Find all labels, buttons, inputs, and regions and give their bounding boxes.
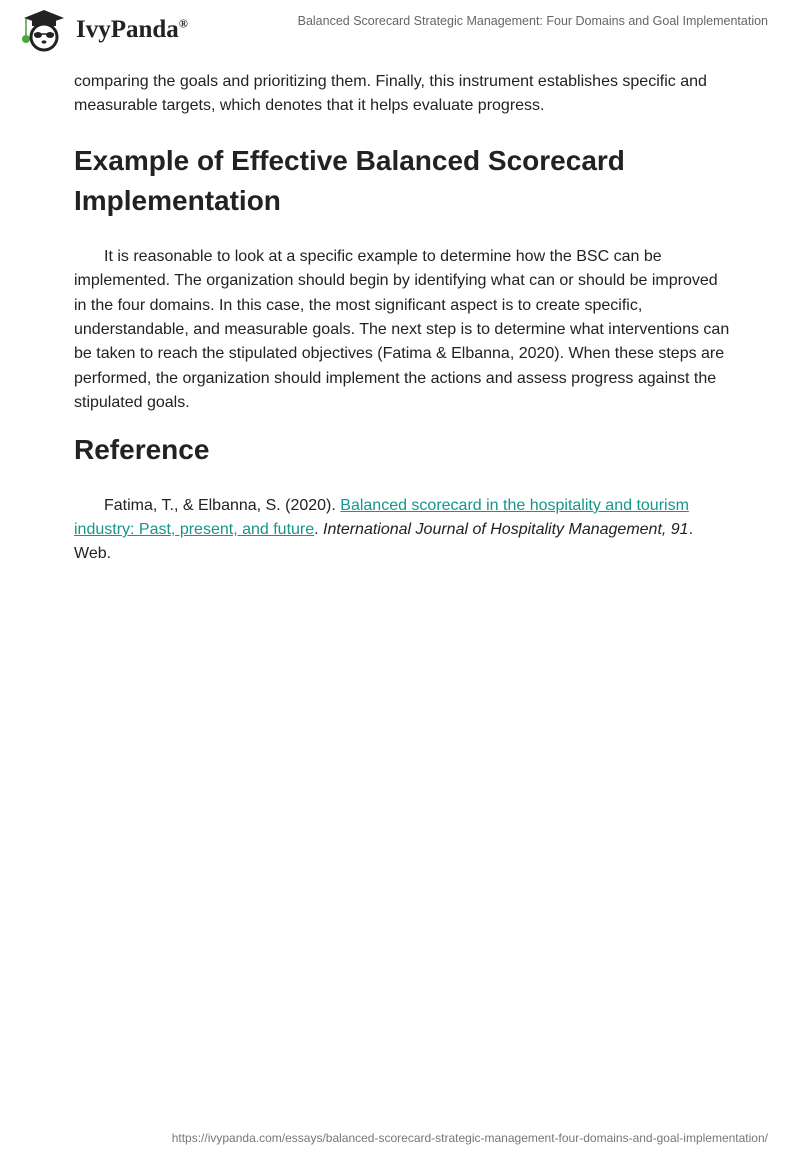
reference-journal: International Journal of Hospitality Management, 91	[323, 521, 689, 539]
intro-paragraph: comparing the goals and prioritizing them. Finally, this instrument establishes specific and measurable targets, which denotes that it helps evaluate progress.	[74, 73, 707, 115]
logo-name: IvyPanda	[76, 16, 179, 43]
footer-url: https://ivypanda.com/essays/balanced-scorecard-strategic-management-four-domains-and-goal-implementation/	[171, 1131, 768, 1145]
document-body	[74, 70, 732, 567]
reference-end: . Web.	[74, 521, 694, 563]
ivypanda-logo[interactable]	[18, 8, 188, 52]
page-header	[0, 0, 800, 56]
logo-text	[76, 16, 188, 44]
section-paragraph: It is reasonable to look at a specific example to determine how the BSC can be implemented. The organization should begin by identifying what can or should be improved in the four domains. In this case, the most significant aspect is to create specific, understandable, and measurable goals. The next step is to determine what interventions can be taken to reach the stipulated objectives (Fatima & Elbanna, 2020). When these steps are performed, the organization should implement the actions and assess progress against the stipulated goals.	[74, 247, 730, 412]
reference-authors: Fatima, T., & Elbanna, S. (2020).	[104, 496, 341, 514]
reference-entry	[74, 494, 732, 567]
section-heading: Example of Effective Balanced Scorecard Implementation	[74, 144, 625, 216]
document-title: Balanced Scorecard Strategic Management: Four Domains and Goal Implementation	[297, 14, 768, 28]
reference-heading: Reference	[74, 433, 210, 465]
reference-separator: .	[314, 521, 324, 539]
panda-graduate-icon	[18, 8, 70, 52]
reference-link[interactable]: Balanced scorecard in the hospitality and tourism industry: Past, present, and future	[74, 496, 689, 539]
registered-mark: ®	[178, 16, 188, 31]
